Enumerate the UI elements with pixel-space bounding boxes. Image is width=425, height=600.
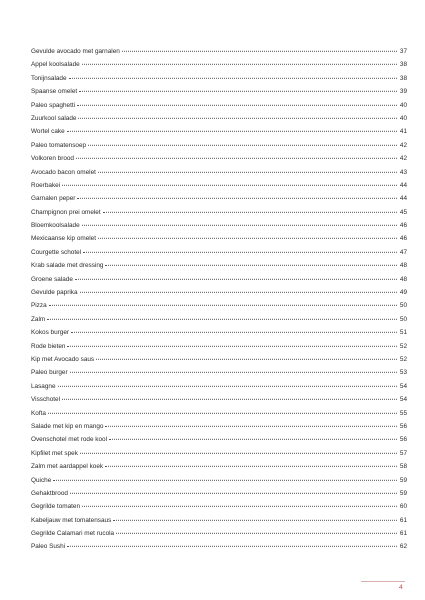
- toc-entry-page: 39: [399, 88, 407, 96]
- toc-entry-page: 59: [399, 476, 407, 484]
- toc-entry-title: Kabeljauw met tomatensaus: [31, 516, 112, 524]
- toc-dot-leader: [77, 198, 397, 199]
- toc-entry-page: 58: [399, 463, 407, 471]
- toc-entry-page: 47: [399, 248, 407, 256]
- toc-dot-leader: [109, 439, 397, 440]
- toc-entry-title: Volkoren brood: [31, 155, 74, 163]
- toc-dot-leader: [76, 158, 397, 159]
- toc-dot-leader: [78, 118, 397, 119]
- toc-dot-leader: [53, 479, 397, 480]
- toc-entry[interactable]: [31, 232, 407, 245]
- toc-entry-title: Kofta: [31, 409, 46, 417]
- toc-entry-title: Zalm: [31, 315, 46, 323]
- toc-dot-leader: [105, 466, 397, 467]
- toc-dot-leader: [62, 185, 397, 186]
- toc-entry[interactable]: [31, 179, 407, 192]
- table-of-contents: [31, 45, 407, 554]
- toc-dot-leader: [88, 145, 397, 146]
- toc-entry-page: 42: [399, 141, 407, 149]
- toc-entry-title: Spaanse omelet: [31, 88, 78, 96]
- toc-entry[interactable]: [31, 366, 407, 379]
- toc-dot-leader: [103, 211, 397, 212]
- toc-entry-title: Gehaktbrood: [31, 489, 68, 497]
- toc-entry-page: 51: [399, 329, 407, 337]
- toc-entry-title: Roerbakei: [31, 181, 61, 189]
- toc-entry-page: 38: [399, 61, 407, 69]
- toc-dot-leader: [82, 64, 397, 65]
- toc-entry-title: Ovenschotel met rode kool: [31, 436, 108, 444]
- toc-dot-leader: [58, 386, 397, 387]
- toc-dot-leader: [77, 104, 397, 105]
- toc-dot-leader: [71, 332, 397, 333]
- toc-dot-leader: [70, 372, 397, 373]
- toc-entry[interactable]: [31, 85, 407, 98]
- toc-entry-page: 45: [399, 208, 407, 216]
- toc-entry-title: Gegrilde Calamari met rucola: [31, 530, 115, 538]
- toc-dot-leader: [82, 225, 397, 226]
- toc-entry-title: Kokos burger: [31, 329, 70, 337]
- toc-dot-leader: [116, 533, 397, 534]
- toc-entry-page: 37: [399, 48, 407, 55]
- toc-entry-page: 53: [399, 369, 407, 377]
- toc-entry-title: Avocado bacon omelet: [31, 168, 96, 176]
- toc-entry[interactable]: [31, 514, 407, 527]
- toc-entry-page: 54: [399, 396, 407, 404]
- toc-entry[interactable]: [31, 58, 407, 71]
- toc-dot-leader: [113, 519, 397, 520]
- toc-entry-page: 61: [399, 530, 407, 538]
- toc-entry-page: 46: [399, 235, 407, 243]
- toc-entry-title: Lasagne: [31, 382, 56, 390]
- toc-entry-title: Champignon prei omelet: [31, 208, 101, 216]
- toc-entry-page: 50: [399, 302, 407, 310]
- toc-entry[interactable]: [31, 273, 407, 286]
- toc-entry-page: 60: [399, 503, 407, 511]
- toc-dot-leader: [122, 51, 397, 52]
- toc-entry-page: 48: [399, 275, 407, 283]
- toc-dot-leader: [79, 91, 397, 92]
- toc-entry-page: 52: [399, 355, 407, 363]
- toc-entry-title: Groene salade: [31, 275, 73, 283]
- toc-entry-title: Paleo tomatensoep: [31, 141, 87, 149]
- toc-entry[interactable]: [31, 353, 407, 366]
- toc-dot-leader: [105, 426, 397, 427]
- toc-entry[interactable]: [31, 380, 407, 393]
- toc-entry-title: Quiche: [31, 476, 52, 484]
- toc-entry[interactable]: [31, 500, 407, 513]
- toc-entry-page: 41: [399, 128, 407, 136]
- toc-dot-leader: [67, 131, 397, 132]
- toc-entry-title: Gegrilde tomaten: [31, 503, 81, 511]
- toc-entry-page: 40: [399, 101, 407, 109]
- toc-entry[interactable]: [31, 407, 407, 420]
- toc-entry-page: 61: [399, 516, 407, 524]
- toc-entry-title: Paleo burger: [31, 369, 68, 377]
- toc-entry[interactable]: [31, 206, 407, 219]
- toc-dot-leader: [67, 345, 397, 346]
- toc-entry[interactable]: [31, 299, 407, 312]
- toc-entry-title: Courgette schotel: [31, 248, 82, 256]
- toc-entry-title: Mexicaanse kip omelet: [31, 235, 97, 243]
- toc-entry[interactable]: [31, 433, 407, 446]
- toc-entry[interactable]: [31, 166, 407, 179]
- toc-entry[interactable]: [31, 474, 407, 487]
- toc-dot-leader: [48, 412, 397, 413]
- toc-dot-leader: [82, 506, 397, 507]
- toc-dot-leader: [83, 252, 397, 253]
- toc-entry[interactable]: [31, 447, 407, 460]
- page-number: 4: [399, 584, 403, 591]
- toc-dot-leader: [62, 399, 397, 400]
- toc-entry-title: Gevulde avocado met garnalen: [31, 48, 120, 55]
- toc-entry[interactable]: [31, 152, 407, 165]
- toc-entry[interactable]: [31, 540, 407, 553]
- toc-dot-leader: [47, 319, 397, 320]
- toc-entry-page: 48: [399, 262, 407, 270]
- toc-entry-title: Kip met Avocado saus: [31, 355, 95, 363]
- toc-dot-leader: [98, 171, 397, 172]
- toc-entry-page: 57: [399, 449, 407, 457]
- toc-entry[interactable]: [31, 286, 407, 299]
- toc-entry[interactable]: [31, 139, 407, 152]
- toc-entry-page: 54: [399, 382, 407, 390]
- toc-dot-leader: [96, 359, 397, 360]
- toc-entry-page: 50: [399, 315, 407, 323]
- toc-entry-page: 56: [399, 422, 407, 430]
- toc-entry[interactable]: [31, 246, 407, 259]
- toc-entry-page: 40: [399, 114, 407, 122]
- toc-entry[interactable]: [31, 340, 407, 353]
- toc-entry-title: Rode bieten: [31, 342, 66, 350]
- toc-entry[interactable]: [31, 192, 407, 205]
- toc-entry-title: Visschotel: [31, 396, 61, 404]
- toc-entry[interactable]: [31, 125, 407, 138]
- toc-entry-page: 38: [399, 74, 407, 82]
- toc-entry[interactable]: [31, 393, 407, 406]
- toc-entry-page: 55: [399, 409, 407, 417]
- toc-entry-title: Garnalen peper: [31, 195, 76, 203]
- toc-dot-leader: [67, 546, 397, 547]
- toc-dot-leader: [75, 278, 397, 279]
- toc-dot-leader: [80, 292, 397, 293]
- toc-entry-title: Gevulde paprika: [31, 289, 78, 297]
- toc-entry-page: 62: [399, 543, 407, 551]
- toc-entry[interactable]: [31, 112, 407, 125]
- toc-entry-page: 59: [399, 489, 407, 497]
- toc-entry-page: 42: [399, 155, 407, 163]
- toc-entry[interactable]: [31, 259, 407, 272]
- toc-entry[interactable]: [31, 99, 407, 112]
- toc-dot-leader: [49, 305, 397, 306]
- toc-entry-title: Bloemkoolsalade: [31, 222, 80, 230]
- toc-entry-page: 46: [399, 222, 407, 230]
- toc-entry-title: Paleo Sushi: [31, 543, 66, 551]
- toc-dot-leader: [70, 493, 397, 494]
- toc-entry-title: Paleo spaghetti: [31, 101, 76, 109]
- toc-entry[interactable]: [31, 420, 407, 433]
- toc-dot-leader: [98, 238, 397, 239]
- toc-entry[interactable]: [31, 219, 407, 232]
- toc-entry[interactable]: [31, 460, 407, 473]
- toc-entry[interactable]: [31, 72, 407, 85]
- footer-rule: [361, 581, 405, 582]
- toc-entry[interactable]: [31, 45, 407, 58]
- toc-entry-title: Tonijnsalade: [31, 74, 67, 82]
- toc-entry-title: Zalm met aardappel koek: [31, 463, 104, 471]
- toc-entry[interactable]: [31, 487, 407, 500]
- toc-entry-title: Krab salade met dressing: [31, 262, 104, 270]
- toc-entry-page: 49: [399, 289, 407, 297]
- toc-entry-title: Pizza: [31, 302, 47, 310]
- toc-entry-title: Zuurkool salade: [31, 114, 77, 122]
- toc-entry-page: 56: [399, 436, 407, 444]
- toc-dot-leader: [69, 78, 397, 79]
- toc-entry-page: 52: [399, 342, 407, 350]
- toc-entry-title: Salade met kip en mango: [31, 422, 104, 430]
- toc-entry[interactable]: [31, 313, 407, 326]
- toc-dot-leader: [105, 265, 397, 266]
- toc-entry-page: 44: [399, 181, 407, 189]
- toc-entry-title: Kipfilet met spek: [31, 449, 78, 457]
- toc-entry-page: 44: [399, 195, 407, 203]
- toc-entry[interactable]: [31, 326, 407, 339]
- toc-entry-title: Wortel cake: [31, 128, 65, 136]
- toc-entry-title: Appel koolsalade: [31, 61, 80, 69]
- toc-dot-leader: [80, 453, 397, 454]
- toc-entry-page: 43: [399, 168, 407, 176]
- toc-entry[interactable]: [31, 527, 407, 540]
